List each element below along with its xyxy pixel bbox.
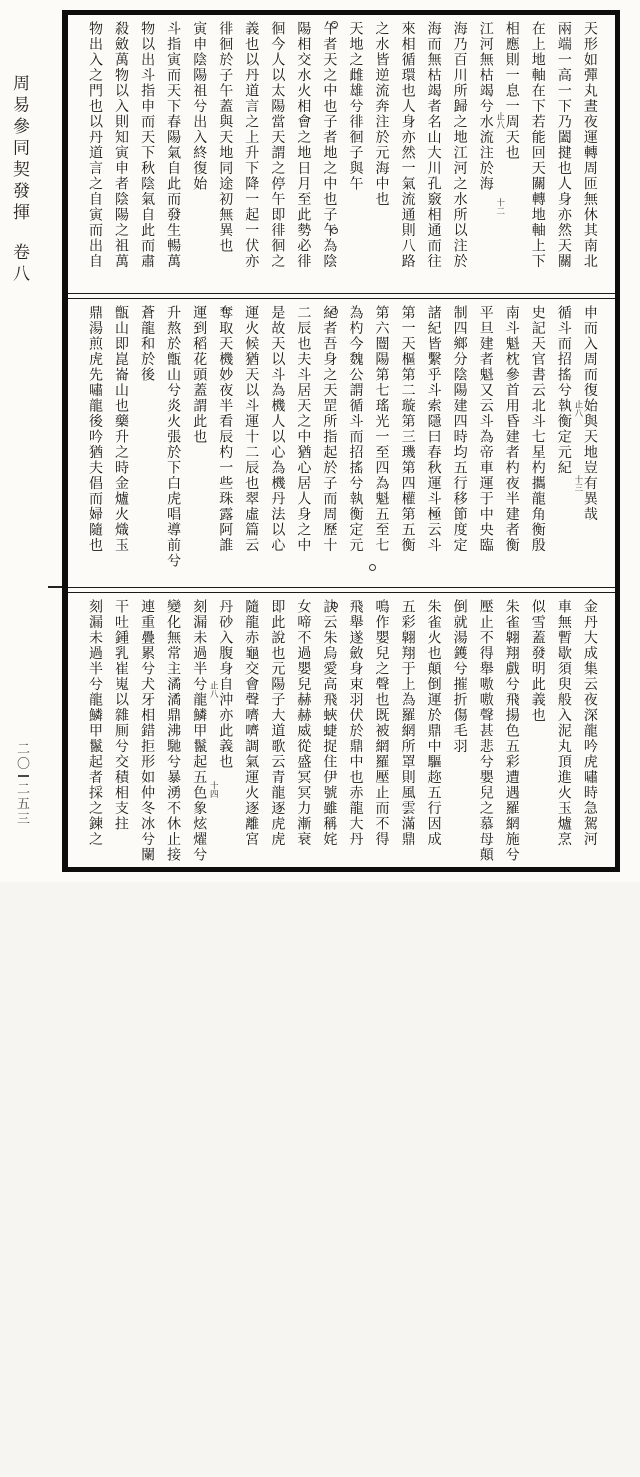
- verse-ref-annotation: 止八: [495, 112, 506, 130]
- commentary-column: 第六闓陽第七瑤光一至四為魁五至七: [373, 305, 389, 553]
- commentary-column: 為杓今魏公謂循斗而招搖兮執衡定元: [341, 305, 367, 583]
- verse-column: 升熬於甑山兮炎火張於下白虎唱導前兮: [165, 305, 181, 569]
- commentary-column: 運到稻花頭蓋謂此也: [191, 305, 207, 445]
- commentary-column: 徘徊於子午蓋與天地同途初無異也: [217, 21, 233, 254]
- verse-column: 連重疊累兮犬牙相錯拒形如仲冬冰兮闌: [139, 599, 155, 863]
- page-number-digit: 五: [17, 796, 31, 811]
- commentary-column: 徊今人以太陽當天謂之停午即徘徊之: [269, 21, 285, 269]
- page-number-digit: 〇: [17, 756, 31, 771]
- text-band-bottom: [68, 593, 615, 867]
- commentary-column: 似雪蓋發明此義也: [529, 599, 545, 723]
- commentary-column: 平旦建者魁又云斗為帝車運于中央臨: [477, 305, 493, 553]
- commentary-column: 義也以丹道言之上升下降一起一伏亦: [243, 21, 259, 269]
- commentary-column: 訣云朱烏愛高飛蛺蜨捉住伊號雖稱姹: [321, 599, 337, 847]
- volume-label: 卷八: [10, 242, 29, 286]
- book-title: [7, 74, 32, 286]
- commentary-column: 申而入周而復始與天地豈有異哉: [581, 305, 597, 522]
- commentary-column: 二辰也夫斗居天之中猶心居人身之中: [295, 305, 311, 553]
- verse-column: 倒就湯鑊兮摧折傷毛羽: [451, 599, 467, 754]
- commentary-column: 斗指寅而天下春陽氣自此而發生暢萬: [165, 21, 181, 269]
- commentary-column: 鳴作嬰兒之聲也既被網羅壓止而不得: [373, 599, 389, 847]
- verse-column: 壓止不得舉嗷嗷聲甚悲兮嬰兒之慕母顛: [477, 599, 493, 863]
- commentary-column: 制四鄉分陰陽建四時均五行移節度定: [451, 305, 467, 553]
- text-band-top: [68, 15, 615, 293]
- commentary-column: 史記天官書云北斗七星杓攜龍角衡殷: [529, 305, 545, 553]
- page-number: [17, 741, 30, 826]
- commentary-column: 運火候猶天以斗運十二辰也翠虛篇云: [243, 305, 259, 553]
- commentary-column: 南斗魁枕參首用昏建者杓夜半建者衡: [503, 305, 519, 553]
- commentary-column: 海而無枯竭者名山大川孔竅相通而往: [425, 21, 441, 269]
- verse-column: 江河無枯竭兮水流注於海 止八 十二: [477, 21, 506, 215]
- page-number-digit: 三: [17, 811, 31, 826]
- commentary-column: 是故天以斗為機人以心為機丹法以心: [269, 305, 285, 553]
- commentary-column: 紀者吾身之天罡所指起於子而周歷十: [321, 305, 337, 553]
- commentary-column: 金丹大成集云夜深龍吟虎嘯時急駕河: [581, 599, 597, 847]
- verse-ref-annotation: 止八: [573, 399, 584, 417]
- page-number-digit: 二: [17, 781, 31, 796]
- commentary-column: 車無暫歇須臾般入泥丸頂進火玉爐烹: [555, 599, 571, 847]
- commentary-column: 相應則一息一周天也: [503, 21, 519, 161]
- commentary-column: 物以出斗指申而天下秋陰氣自此而肅: [139, 21, 155, 269]
- verse-ref-annotation: 十四: [209, 781, 220, 799]
- verse-column: 干吐鍾乳崔嵬以雜厠兮交積相支拄: [113, 599, 129, 832]
- verse-column: 循斗而招搖兮執衡定元紀 止八 十三: [555, 305, 584, 492]
- commentary-column: 鼎湯煎虎先嘯龍後吟猶夫倡而婦隨也: [87, 305, 102, 553]
- commentary-column: 天形如彈丸晝夜運轉周匝無休其南北: [581, 21, 597, 269]
- commentary-column: 殺斂萬物以入則知寅申者陰陽之祖萬: [113, 21, 129, 269]
- verse-column: 朱雀翺翔戲兮飛揚色五彩遭遇羅網施兮: [503, 599, 519, 863]
- verse-column: 寅申陰陽祖兮出入終復始: [191, 21, 207, 192]
- commentary-column: 海乃百川所歸之地江河之水所以注於: [451, 21, 467, 269]
- commentary-column: 諸紀皆繫乎斗索隱曰春秋運斗極云斗: [425, 305, 441, 553]
- commentary-column: 午者天之中也子者地之中也子午為陰: [321, 21, 337, 269]
- commentary-column: 之水皆逆流奔注於元海中也: [373, 21, 389, 207]
- verse-column: 天地之雌雄兮徘徊子與午: [341, 21, 367, 289]
- verse-ref-annotation: 十三: [573, 474, 584, 492]
- commentary-column: 刻漏未過半兮龍鱗甲鬣起者採之鍊之: [87, 599, 102, 847]
- commentary-column: 隨龍赤龜交會聲嚌嚌調氣運火逐離宮: [243, 599, 259, 847]
- commentary-column: 朱雀火也顛倒運於鼎中驅趂五行因成: [425, 599, 441, 847]
- commentary-column: 奪取天機妙夜半看辰杓一些珠露阿誰: [217, 305, 233, 553]
- page-frame: [62, 10, 620, 872]
- commentary-column: 五彩翺翔于上為羅網所罩則風雲滿鼎: [399, 599, 415, 847]
- verse-column: 變化無常主潏潏鼎沸馳兮暴湧不休止接: [165, 599, 181, 863]
- verse-column: 蒼龍和於後: [139, 305, 155, 383]
- commentary-column: 女啼不過嬰兒赫赫威從盛冥冥力漸衰: [295, 599, 311, 847]
- verse-column: 刻漏未過半兮龍鱗甲鬣起五色象炫燿兮 止八 十四: [191, 599, 220, 863]
- commentary-column: 第一天樞第二璇第三璣第四權第五衡: [399, 305, 415, 553]
- commentary-column: 兩端一高一下乃闔揵也人身亦然天關: [555, 21, 571, 269]
- verse-ref-annotation: 止八: [209, 680, 220, 698]
- text-band-middle: [68, 299, 615, 587]
- page-number-digit: 二: [17, 741, 31, 756]
- page-number-dash: [18, 775, 29, 777]
- commentary-column: 飛舉遂斂身束羽伏於鼎中也赤龍大丹: [341, 599, 367, 863]
- commentary-column: 來相循環也人身亦然一氣流通則八路: [399, 21, 415, 269]
- commentary-column: 丹砂入腹身自沖亦此義也: [217, 599, 233, 770]
- verse-ref-annotation: 十二: [495, 197, 506, 215]
- commentary-column: 陽相交水火相會之地日月至此勢必徘: [295, 21, 311, 269]
- book-title-text: 周易參同契發揮: [10, 74, 29, 225]
- commentary-column: 在上地軸在下若能回天關轉地軸上下: [529, 21, 545, 269]
- commentary-column: 甑山即崑崙山也藥升之時金爐火熾玉: [113, 305, 129, 553]
- commentary-column: 物出入之門也以丹道言之自寅而出自: [87, 21, 102, 269]
- commentary-column: 即此說也元陽子大道歌云青龍逐虎虎: [269, 599, 285, 847]
